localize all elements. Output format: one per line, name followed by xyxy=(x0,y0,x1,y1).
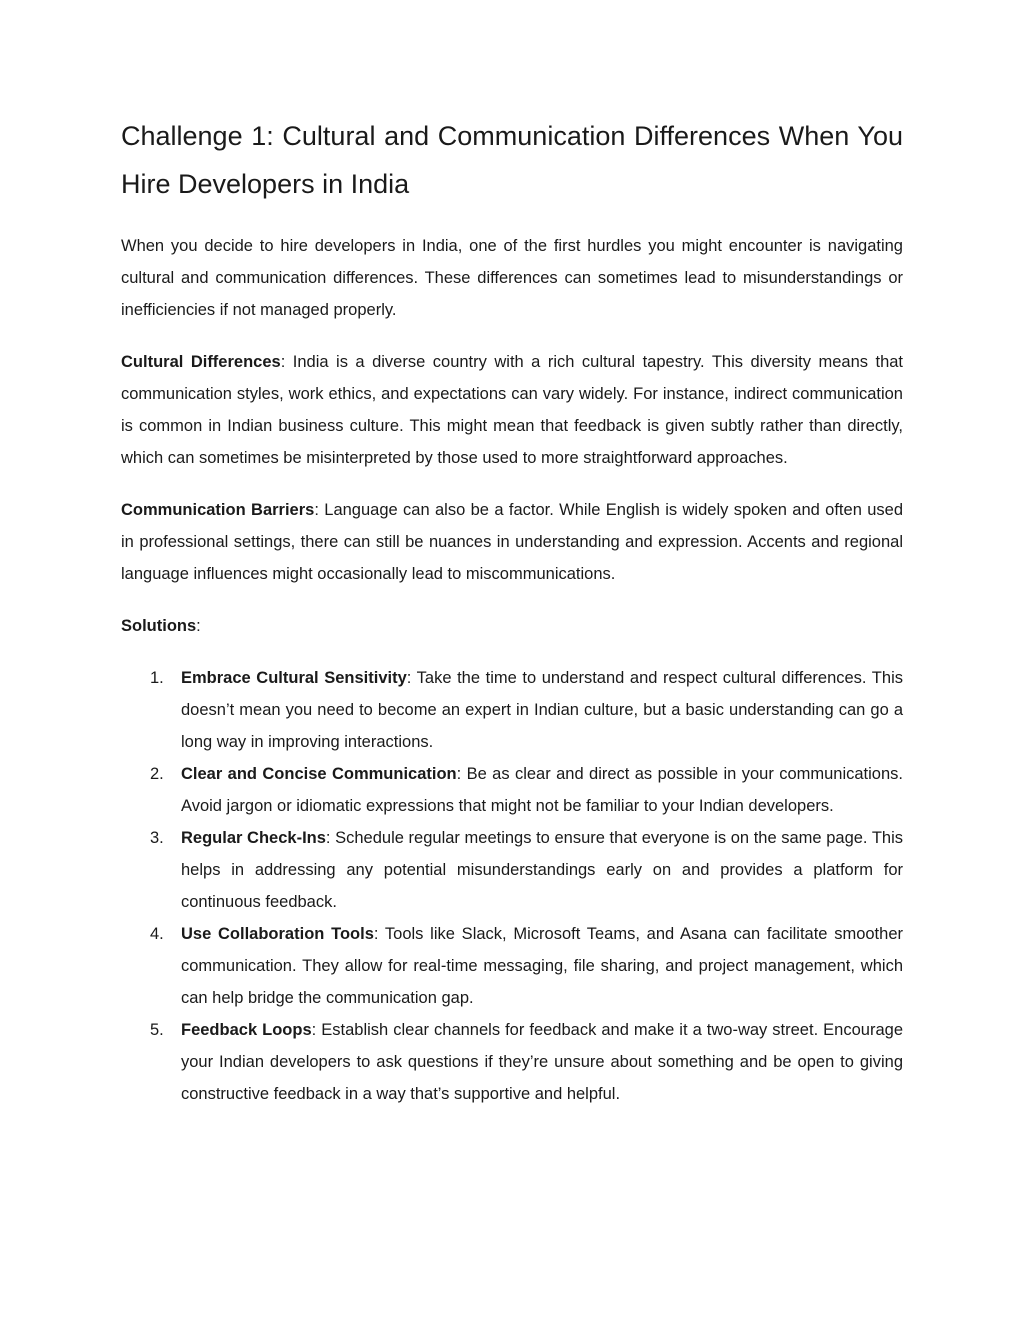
list-item-text: : Establish clear channels for feedback and make it a two-way street. Encourage your Indian developers to ask questions if they’re unsure about something and be open to giving constructive feedback in a way that’s supportive and helpful. xyxy=(181,1021,903,1103)
list-item xyxy=(121,1014,903,1110)
list-item-number: 4. xyxy=(150,925,164,943)
solutions-heading xyxy=(121,610,903,642)
list-item-number: 5. xyxy=(150,1021,164,1039)
document-page xyxy=(121,112,903,1110)
list-item xyxy=(121,758,903,822)
list-item xyxy=(121,822,903,918)
communication-barriers-paragraph xyxy=(121,494,903,590)
page-title: Challenge 1: Cultural and Communication Differences When You Hire Developers in India xyxy=(121,121,903,199)
communication-barriers-text: : Language can also be a factor. While English is widely spoken and often used in professional settings, there can still be nuances in understanding and expression. Accents and regional language influences might occasionally lead to miscommunications. xyxy=(121,501,904,583)
list-item-text: : Be as clear and direct as possible in your communications. Avoid jargon or idiomatic expressions that might not be familiar to your Indian developers. xyxy=(181,765,903,815)
list-item-label: Embrace Cultural Sensitivity xyxy=(181,669,407,687)
list-item-label: Regular Check-Ins xyxy=(181,829,326,847)
cultural-differences-text: : India is a diverse country with a rich cultural tapestry. This diversity means that communication styles, work ethics, and expectations can vary widely. For instance, indirect communication is common in Indian business culture. This might mean that feedback is given subtly rather than directly, which can sometimes be misinterpreted by those used to more straightforward approaches. xyxy=(121,353,904,467)
intro-paragraph: When you decide to hire developers in India, one of the first hurdles you might encounter is navigating cultural and communication differences. These differences can sometimes lead to misunderstandings or inefficiencies if not managed properly. xyxy=(121,237,903,319)
solutions-list xyxy=(121,662,903,1110)
list-item-label: Clear and Concise Communication xyxy=(181,765,457,783)
list-item xyxy=(121,662,903,758)
cultural-differences-label: Cultural Differences xyxy=(121,353,281,371)
list-item-text: : Take the time to understand and respect cultural differences. This doesn’t mean you need to become an expert in Indian culture, but a basic understanding can go a long way in improving interactions. xyxy=(181,669,903,751)
cultural-differences-paragraph xyxy=(121,346,903,474)
list-item xyxy=(121,918,903,1014)
communication-barriers-label: Communication Barriers xyxy=(121,501,315,519)
solutions-suffix: : xyxy=(196,617,201,635)
list-item-text: : Tools like Slack, Microsoft Teams, and Asana can facilitate smoother communication. They allow for real-time messaging, file sharing, and project management, which can help bridge the communication gap. xyxy=(181,925,903,1007)
list-item-number: 3. xyxy=(150,829,164,847)
list-item-text: : Schedule regular meetings to ensure that everyone is on the same page. This helps in addressing any potential misunderstandings early on and provides a platform for continuous feedback. xyxy=(181,829,904,911)
list-item-label: Feedback Loops xyxy=(181,1021,312,1039)
list-item-number: 2. xyxy=(150,765,164,783)
list-item-label: Use Collaboration Tools xyxy=(181,925,374,943)
solutions-label: Solutions xyxy=(121,617,197,635)
list-item-number: 1. xyxy=(150,669,164,687)
